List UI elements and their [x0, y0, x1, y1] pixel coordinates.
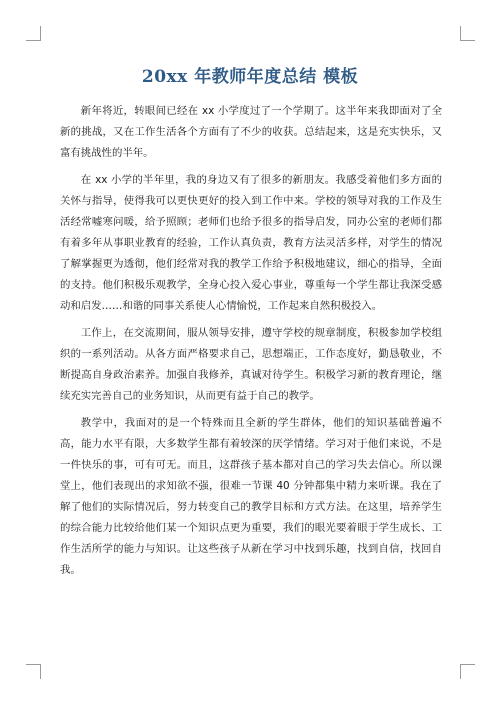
page-corner-mark-bottom-right [460, 664, 475, 679]
paragraph: 在 xx 小学的半年里，我的身边又有了很多的新朋友。我感受着他们多方面的关怀与指导，使得我可以更快更好的投入到工作中来。学校的领导对我的工作及生活经常嘘寒问暖，给予照顾；老师们也给予很多的指导启发，同办公室的老师们都有着多年从事职业教育的经验，工作认真负责，教育方法灵活多样，对学生的情况了解掌握更为透彻，他们经常对我的教学工作给予积极地建议，细心的指导，全面的支持。他们积极乐观教学，全身心投入爱心事业，尊重每一个学生都让我深受感动和启发……和谐的同事关系使人心情愉悦，工作起来自然积极投入。 [60, 174, 442, 312]
page-corner-mark-bottom-left [26, 664, 41, 679]
paragraph: 新年将近，转眼间已经在 xx 小学度过了一个学期了。这半年来我即面对了全新的挑战，又在工作生活各个方面有了不少的收获。总结起来，这是充实快乐，又富有挑战性的半年。 [60, 105, 442, 159]
paragraph: 工作上，在交流期间，服从领导安排，遵守学校的规章制度，积极参加学校组织的一系列活动。从各方面严格要求自己，思想端正，工作态度好，勤恳敬业，不断提高自身政治素养。加强自我修养，真诚对待学生。积极学习新的教育理论，继续充实完善自己的业务知识，从而更有益于自己的教学。 [60, 327, 442, 402]
page-corner-mark-top-left [26, 26, 41, 41]
page-corner-mark-top-right [460, 26, 475, 41]
paragraph: 教学中，我面对的是一个特殊而且全新的学生群体，他们的知识基础普遍不高，能力水平有限，大多数学生都有着较深的厌学情绪。学习对于他们来说，不是一件快乐的事，可有可无。而且，这群孩子基本都对自己的学习失去信心。所以课堂上，他们表现出的求知欲不强，很难一节课 40 分钟都集中精力来听课。我在了解了他们的实际情况后，努力转变自己的教学目标和方式方法。在这里，培养学生的综合能力比较给他们某一个知识点更为重要，我们的眼光要着眼于学生成长、工作生活所学的能力与知识。让这些孩子从新在学习中找到乐趣，找到自信，找回自我。 [60, 417, 442, 576]
document-body [60, 101, 442, 587]
document-title: 20xx 年教师年度总结 模板 [141, 67, 359, 87]
